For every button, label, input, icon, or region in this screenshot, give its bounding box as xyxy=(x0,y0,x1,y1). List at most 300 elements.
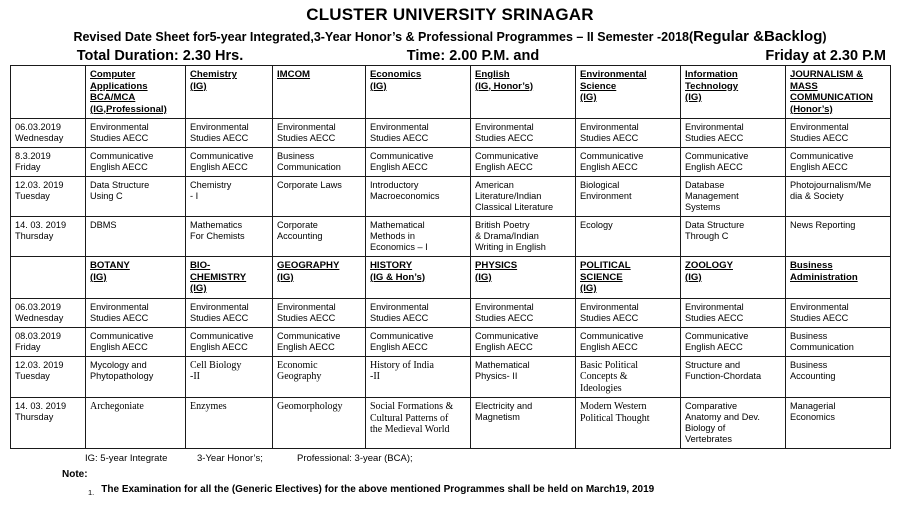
exam-subject-cell xyxy=(273,298,366,327)
exam-subject-line: Environmental xyxy=(370,301,429,312)
exam-subject-line: Studies AECC xyxy=(580,312,639,323)
exam-subject-line: Communicative xyxy=(190,330,254,341)
exam-subject-line: English AECC xyxy=(580,162,638,172)
note-text: The Examination for all the (Generic Electives) for the above mentioned Programmes shall be held on March19, 2019 xyxy=(101,484,655,495)
exam-subject-line: Mathematical xyxy=(370,220,425,230)
programme-header-line: Computer xyxy=(90,69,136,80)
programme-header-line: Technology xyxy=(685,80,739,92)
exam-subject-line: Geomorphology xyxy=(277,401,343,412)
exam-subject-line: Electricity and xyxy=(475,401,533,411)
exam-subject-cell xyxy=(786,119,891,148)
exam-subject-cell xyxy=(786,398,891,449)
exam-subject-line: Communication xyxy=(790,341,854,352)
exam-subject-cell xyxy=(86,217,186,257)
exam-date-cell xyxy=(11,148,86,177)
exam-subject-line: Communicative xyxy=(90,151,154,161)
programme-header-cell xyxy=(86,66,186,119)
exam-subject-cell xyxy=(86,356,186,398)
programme-header-line: Chemistry xyxy=(190,69,237,80)
programme-header-line: (IG) xyxy=(190,80,207,92)
exam-row xyxy=(11,298,891,327)
exam-subject-line: American xyxy=(475,180,514,190)
exam-subject-line: Studies AECC xyxy=(277,312,336,323)
exam-subject-line: Studies AECC xyxy=(475,133,534,143)
programme-header-line: Applications xyxy=(90,80,148,92)
exam-subject-line: Environmental xyxy=(685,301,744,312)
programme-header-line: (IG & Hon’s) xyxy=(370,271,426,283)
exam-subject-line: Environmental xyxy=(90,301,149,312)
exam-subject-line: Biological xyxy=(580,180,620,190)
exam-subject-line: Management xyxy=(685,191,739,201)
exam-subject-line: the Medieval World xyxy=(370,424,450,435)
exam-date-line: Friday xyxy=(15,341,41,352)
exam-subject-line: Studies AECC xyxy=(790,312,849,323)
programme-header-line: (IG) xyxy=(190,283,207,294)
exam-subject-line: English AECC xyxy=(277,341,335,352)
exam-subject-line: Communicative xyxy=(90,330,154,341)
exam-subject-line: Studies AECC xyxy=(580,133,639,143)
exam-subject-cell xyxy=(576,217,681,257)
exam-subject-line: Corporate Laws xyxy=(277,180,342,190)
subtitle-main: Revised Date Sheet for5-year Integrated,3-Year Honor’s & Professional Programmes – II Semester -2018 xyxy=(73,30,689,44)
exam-subject-line: Methods in xyxy=(370,231,415,241)
exam-row xyxy=(11,217,891,257)
programme-header-cell xyxy=(186,66,273,119)
exam-subject-cell xyxy=(576,356,681,398)
exam-subject-line: Archegoniate xyxy=(90,401,144,412)
subtitle-paren-close: ) xyxy=(822,30,827,44)
exam-subject-cell xyxy=(471,298,576,327)
exam-subject-line: Business xyxy=(277,151,315,161)
programme-header-line: BIO- xyxy=(190,260,211,271)
exam-subject-line: Studies AECC xyxy=(370,312,429,323)
exam-subject-line: DBMS xyxy=(90,220,117,230)
programme-header-line: CHEMISTRY xyxy=(190,271,247,283)
exam-subject-cell xyxy=(186,298,273,327)
exam-subject-line: Communicative xyxy=(790,151,854,161)
exam-subject-line: Environmental xyxy=(685,122,744,132)
note-item-1 xyxy=(0,481,900,499)
exam-subject-cell xyxy=(366,298,471,327)
exam-date-line: 8.3.2019 xyxy=(15,151,51,161)
exam-subject-line: Classical Literature xyxy=(475,202,554,212)
exam-subject-cell xyxy=(273,398,366,449)
exam-subject-line: English AECC xyxy=(190,341,248,352)
exam-row xyxy=(11,119,891,148)
exam-subject-line: Using C xyxy=(90,191,123,201)
legend-row xyxy=(0,449,900,465)
exam-subject-line: Function-Chordata xyxy=(685,370,762,381)
programme-header-line: HISTORY xyxy=(370,260,413,271)
exam-subject-cell xyxy=(86,398,186,449)
exam-row xyxy=(11,327,891,356)
programme-header-line: GEOGRAPHY xyxy=(277,260,340,271)
exam-subject-line: Studies AECC xyxy=(190,133,249,143)
exam-subject-line: Physics- II xyxy=(475,370,518,381)
timing-row xyxy=(0,47,900,65)
legend-ig: IG: 5-year Integrate xyxy=(85,453,168,464)
exam-row xyxy=(11,148,891,177)
exam-subject-cell xyxy=(471,327,576,356)
exam-date-cell xyxy=(11,119,86,148)
exam-subject-cell xyxy=(576,398,681,449)
programme-header-line: Information xyxy=(685,69,738,80)
programme-header-line: (IG) xyxy=(475,271,492,283)
note-label: Note: xyxy=(62,469,88,480)
programme-header-line: (IG) xyxy=(370,80,387,92)
exam-subject-line: History of India xyxy=(370,359,434,371)
programme-header-line: (IG, Honor’s) xyxy=(475,80,534,92)
programme-header-line: (IG) xyxy=(90,271,107,283)
exam-subject-line: English AECC xyxy=(90,341,148,352)
exam-subject-line: Studies AECC xyxy=(475,312,534,323)
exam-subject-cell xyxy=(186,327,273,356)
exam-subject-line: Communicative xyxy=(277,330,341,341)
note-number: 1. xyxy=(88,488,95,497)
programme-header-row xyxy=(11,257,891,299)
exam-subject-line: Communicative xyxy=(685,151,749,161)
exam-subject-line: Geography xyxy=(277,371,322,382)
programme-header-line: (IG) xyxy=(580,92,597,103)
exam-subject-cell xyxy=(186,356,273,398)
exam-subject-cell xyxy=(786,148,891,177)
exam-subject-line: Communicative xyxy=(580,330,644,341)
exam-date-line: 12.03. 2019 xyxy=(15,180,64,190)
exam-subject-line: Accounting xyxy=(790,370,836,381)
exam-subject-line: & Drama/Indian xyxy=(475,231,539,241)
exam-subject-line: Accounting xyxy=(277,231,323,241)
programme-header-line: (IG) xyxy=(685,92,702,103)
programme-header-row xyxy=(11,66,891,119)
exam-date-line: 06.03.2019 xyxy=(15,301,61,312)
programme-header-cell xyxy=(86,257,186,299)
exam-subject-cell xyxy=(273,356,366,398)
exam-subject-line: Studies AECC xyxy=(685,312,744,323)
exam-subject-line: Phytopathology xyxy=(90,370,154,381)
exam-subject-cell xyxy=(366,217,471,257)
exam-subject-line: Mathematics xyxy=(190,220,243,230)
exam-subject-line: Environmental xyxy=(90,122,149,132)
programme-header-line: BOTANY xyxy=(90,260,130,271)
exam-subject-line: Data Structure xyxy=(90,180,150,190)
header-blank-cell xyxy=(11,257,86,299)
exam-subject-line: Anatomy and Dev. xyxy=(685,412,760,422)
exam-subject-line: Environmental xyxy=(790,301,849,312)
exam-subject-line: Mycology and xyxy=(90,359,147,370)
programme-header-line: (IG) xyxy=(685,271,702,283)
exam-date-line: Thursday xyxy=(15,231,54,241)
exam-subject-line: Environmental xyxy=(475,122,534,132)
programme-header-cell xyxy=(186,257,273,299)
programme-header-cell xyxy=(786,257,891,299)
exam-subject-line: Studies AECC xyxy=(370,133,429,143)
exam-subject-cell xyxy=(681,398,786,449)
exam-subject-line: Environmental xyxy=(277,122,336,132)
programme-header-line: (IG) xyxy=(580,283,597,294)
exam-subject-line: Studies AECC xyxy=(90,133,149,143)
exam-subject-cell xyxy=(576,327,681,356)
exam-subject-cell xyxy=(471,177,576,217)
exam-subject-cell xyxy=(273,119,366,148)
exam-subject-line: Writing in English xyxy=(475,242,546,252)
programme-header-line: (Honor’s) xyxy=(790,103,833,115)
exam-day: Friday at 2.30 P.M xyxy=(765,48,886,64)
exam-subject-cell xyxy=(273,217,366,257)
exam-date-line: Tuesday xyxy=(15,370,50,381)
programme-header-cell xyxy=(681,257,786,299)
exam-subject-cell xyxy=(471,217,576,257)
exam-subject-cell xyxy=(576,148,681,177)
exam-row xyxy=(11,398,891,449)
exam-subject-line: Environmental xyxy=(277,301,336,312)
exam-subject-line: English AECC xyxy=(475,162,533,172)
exam-date-line: 12.03. 2019 xyxy=(15,359,64,370)
programme-header-line: (IG) xyxy=(277,271,294,283)
exam-subject-cell xyxy=(681,356,786,398)
exam-date-line: Tuesday xyxy=(15,191,50,201)
exam-subject-line: Communicative xyxy=(580,151,644,161)
exam-subject-line: English AECC xyxy=(790,162,848,172)
programme-header-line: POLITICAL xyxy=(580,260,631,271)
programme-header-line: Administration xyxy=(790,271,858,283)
exam-subject-line: Environmental xyxy=(790,122,849,132)
exam-subject-line: Environmental xyxy=(475,301,534,312)
exam-subject-cell xyxy=(681,119,786,148)
exam-subject-cell xyxy=(86,119,186,148)
exam-subject-line: Literature/Indian xyxy=(475,191,542,201)
exam-subject-line: dia & Society xyxy=(790,191,844,201)
programme-header-line: COMMUNICATION xyxy=(790,92,873,103)
exam-date-cell xyxy=(11,217,86,257)
exam-subject-line: British Poetry xyxy=(475,220,530,230)
programme-header-line: MASS xyxy=(790,80,818,92)
exam-date-line: Wednesday xyxy=(15,312,64,323)
exam-subject-cell xyxy=(471,398,576,449)
exam-subject-line: Environment xyxy=(580,191,632,201)
exam-date-cell xyxy=(11,298,86,327)
exam-subject-line: Structure and xyxy=(685,359,741,370)
exam-subject-cell xyxy=(366,398,471,449)
exam-subject-line: Communicative xyxy=(475,151,539,161)
exam-date-cell xyxy=(11,327,86,356)
exam-subject-line: English AECC xyxy=(475,341,533,352)
exam-subject-line: English AECC xyxy=(190,162,248,172)
programme-header-cell xyxy=(576,66,681,119)
programme-header-line: Science xyxy=(580,80,617,92)
exam-subject-line: Studies AECC xyxy=(277,133,336,143)
exam-subject-line: Managerial xyxy=(790,401,836,411)
exam-subject-cell xyxy=(681,177,786,217)
exam-subject-cell xyxy=(86,298,186,327)
exam-subject-line: News Reporting xyxy=(790,220,856,230)
exam-subject-line: Environmental xyxy=(580,122,639,132)
exam-subject-line: Communicative xyxy=(685,330,749,341)
exam-subject-line: Communicative xyxy=(370,151,434,161)
exam-subject-cell xyxy=(681,148,786,177)
total-duration: Total Duration: 2.30 Hrs. xyxy=(76,48,244,64)
exam-date-cell xyxy=(11,356,86,398)
exam-subject-line: Economics xyxy=(790,412,835,422)
exam-subject-line: - I xyxy=(190,191,199,201)
programme-header-cell xyxy=(273,257,366,299)
exam-subject-cell xyxy=(186,177,273,217)
exam-subject-cell xyxy=(786,177,891,217)
programme-header-cell xyxy=(471,66,576,119)
exam-subject-line: Through C xyxy=(685,231,729,241)
exam-date-line: Friday xyxy=(15,162,41,172)
date-sheet-table-wrapper xyxy=(0,65,900,449)
programme-header-line: JOURNALISM & xyxy=(790,69,864,80)
exam-subject-line: Communicative xyxy=(370,330,434,341)
exam-subject-line: Mathematical xyxy=(475,359,530,370)
exam-subject-cell xyxy=(786,217,891,257)
exam-subject-line: Basic Political xyxy=(580,359,639,371)
exam-subject-cell xyxy=(273,177,366,217)
exam-subject-cell xyxy=(471,356,576,398)
exam-subject-line: Political Thought xyxy=(580,412,650,424)
exam-subject-line: Economics – I xyxy=(370,242,428,252)
exam-subject-line: -II xyxy=(370,371,380,382)
exam-subject-line: Studies AECC xyxy=(190,312,249,323)
programme-header-line: SCIENCE xyxy=(580,271,623,283)
programme-header-line: PHYSICS xyxy=(475,260,518,271)
exam-subject-line: English AECC xyxy=(370,341,428,352)
exam-subject-cell xyxy=(186,217,273,257)
programme-header-line: English xyxy=(475,69,510,80)
programme-header-cell xyxy=(681,66,786,119)
exam-subject-line: Communicative xyxy=(190,151,254,161)
exam-subject-cell xyxy=(786,327,891,356)
date-sheet-body xyxy=(11,66,891,449)
exam-subject-line: Modern Western xyxy=(580,401,647,412)
exam-subject-line: Studies AECC xyxy=(790,133,849,143)
exam-subject-line: Introductory xyxy=(370,180,419,190)
exam-date-line: Wednesday xyxy=(15,133,64,143)
exam-subject-line: Chemistry xyxy=(190,180,232,190)
exam-subject-line: Environmental xyxy=(190,122,249,132)
exam-subject-line: Studies AECC xyxy=(90,312,149,323)
exam-subject-cell xyxy=(576,177,681,217)
subtitle-paren-open: ( xyxy=(688,30,694,44)
subtitle-emphasis: Regular &Backlog xyxy=(693,28,823,45)
exam-subject-line: Cell Biology xyxy=(190,359,242,371)
exam-subject-cell xyxy=(786,298,891,327)
exam-date-line: 14. 03. 2019 xyxy=(15,220,67,230)
exam-row xyxy=(11,356,891,398)
exam-subject-line: Ecology xyxy=(580,220,613,230)
exam-subject-line: Environmental xyxy=(370,122,429,132)
exam-subject-line: Biology of xyxy=(685,423,726,433)
exam-subject-line: English AECC xyxy=(685,162,743,172)
exam-subject-cell xyxy=(366,119,471,148)
exam-subject-cell xyxy=(186,119,273,148)
exam-subject-cell xyxy=(86,148,186,177)
programme-header-cell xyxy=(273,66,366,119)
programme-header-line: (IG,Professional) xyxy=(90,103,167,115)
programme-header-line: Environmental xyxy=(580,69,647,80)
exam-subject-cell xyxy=(576,119,681,148)
programme-header-cell xyxy=(471,257,576,299)
exam-subject-cell xyxy=(681,217,786,257)
exam-subject-cell xyxy=(681,298,786,327)
exam-subject-line: Business xyxy=(790,330,828,341)
header-blank-cell xyxy=(11,66,86,119)
exam-subject-line: Business xyxy=(790,359,828,370)
exam-subject-line: Vertebrates xyxy=(685,434,732,444)
exam-date-cell xyxy=(11,177,86,217)
exam-subject-line: Environmental xyxy=(190,301,249,312)
exam-subject-cell xyxy=(86,177,186,217)
exam-subject-line: Economic xyxy=(277,359,318,371)
exam-date-line: 06.03.2019 xyxy=(15,122,61,132)
programme-header-cell xyxy=(576,257,681,299)
exam-subject-line: Systems xyxy=(685,202,721,212)
page-title: CLUSTER UNIVERSITY SRINAGAR xyxy=(306,5,594,24)
exam-subject-cell xyxy=(186,398,273,449)
exam-subject-cell xyxy=(186,148,273,177)
legend-professional: Professional: 3-year (BCA); xyxy=(297,453,413,464)
exam-subject-line: Corporate xyxy=(277,220,318,230)
exam-subject-cell xyxy=(576,298,681,327)
exam-subject-cell xyxy=(786,356,891,398)
exam-subject-line: English AECC xyxy=(90,162,148,172)
exam-subject-line: For Chemists xyxy=(190,231,245,241)
exam-subject-line: English AECC xyxy=(370,162,428,172)
exam-subject-line: Studies AECC xyxy=(685,133,744,143)
exam-subject-line: Magnetism xyxy=(475,412,520,422)
exam-subject-cell xyxy=(86,327,186,356)
exam-date-line: Thursday xyxy=(15,412,54,422)
programme-header-line: IMCOM xyxy=(277,69,311,80)
exam-date-cell xyxy=(11,398,86,449)
exam-date-line: 08.03.2019 xyxy=(15,330,61,341)
exam-time: Time: 2.00 P.M. and xyxy=(406,48,540,64)
exam-subject-cell xyxy=(273,148,366,177)
programme-header-line: Economics xyxy=(370,69,422,80)
exam-subject-line: English AECC xyxy=(685,341,743,352)
exam-subject-line: -II xyxy=(190,371,200,382)
exam-subject-line: Environmental xyxy=(580,301,639,312)
exam-subject-line: Communicative xyxy=(475,330,539,341)
exam-date-line: 14. 03. 2019 xyxy=(15,401,67,411)
exam-subject-cell xyxy=(366,327,471,356)
exam-subject-cell xyxy=(471,148,576,177)
exam-subject-cell xyxy=(681,327,786,356)
programme-header-cell xyxy=(366,257,471,299)
exam-subject-line: Macroeconomics xyxy=(370,191,440,201)
exam-subject-line: Social Formations & xyxy=(370,401,454,412)
exam-subject-line: Concepts & xyxy=(580,371,628,382)
programme-header-line: Business xyxy=(790,260,833,271)
exam-subject-cell xyxy=(366,356,471,398)
exam-subject-line: Ideologies xyxy=(580,382,622,394)
programme-header-line: BCA/MCA xyxy=(90,92,136,103)
exam-subject-cell xyxy=(366,148,471,177)
exam-row xyxy=(11,177,891,217)
legend-honors: 3-Year Honor’s; xyxy=(197,453,263,464)
subtitle xyxy=(0,29,900,45)
exam-subject-cell xyxy=(471,119,576,148)
exam-subject-line: English AECC xyxy=(580,341,638,352)
exam-subject-line: Communication xyxy=(277,162,341,172)
exam-subject-line: Cultural Patterns of xyxy=(370,412,449,424)
exam-subject-line: Data Structure xyxy=(685,220,745,230)
exam-subject-line: Enzymes xyxy=(190,401,227,412)
exam-subject-line: Comparative xyxy=(685,401,738,411)
date-sheet-table xyxy=(10,65,891,449)
programme-header-cell xyxy=(366,66,471,119)
exam-subject-cell xyxy=(273,327,366,356)
